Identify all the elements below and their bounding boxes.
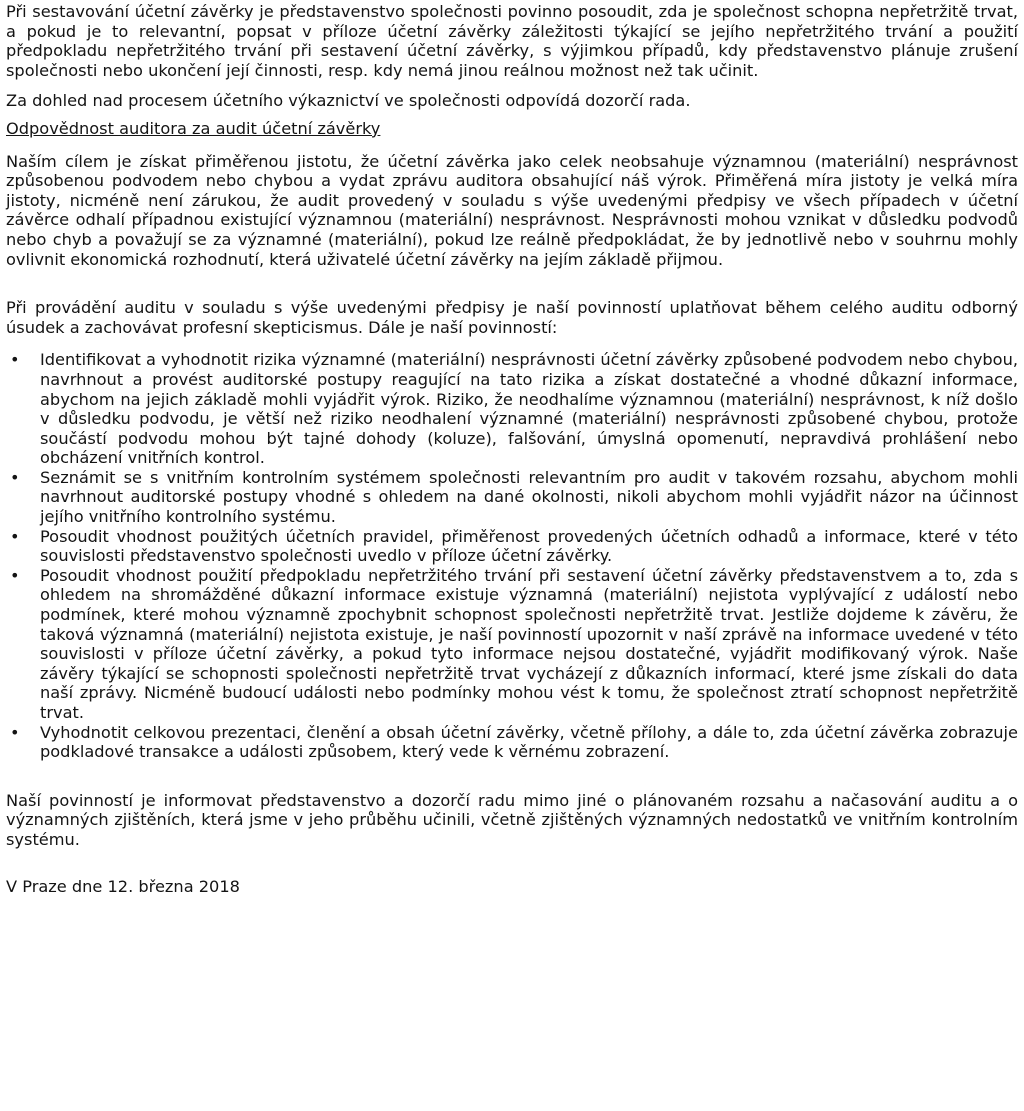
document-page [6, 2, 1018, 896]
section-heading-auditor-responsibility: Odpovědnost auditora za audit účetní závěrky [6, 118, 381, 138]
paragraph-audit-duty: Při provádění auditu v souladu s výše uvedenými předpisy je naší povinností uplatňovat během celého auditu odborný úsudek a zachovávat profesní skepticismus. Dále je naší povinností: [6, 298, 1018, 337]
list-item: • Posoudit vhodnost použití předpokladu nepřetržitého trvání při sestavení účetní závěrky představenstvem a to, zda s ohledem na shromážděné důkazní informace existuje významná (materiální) nejistota vyplývající z událostí nebo podmínek, které mohou významně zpochybnit schopnost společnosti nepřetržitě trvat. Jestliže dojdeme k závěru, že taková významná (materiální) nejistota existuje, je naší povinností upozornit v naší zprávě na informace uvedené v této souvislosti v příloze účetní závěrky, a pokud tyto informace nejsou dostatečné, vyjádřit modifikovaný výrok. Naše závěry týkající se schopnosti společnosti nepřetržitě trvat vycházejí z důkazních informací, které jsme získali do data naší zprávy. Nicméně budoucí události nebo podmínky mohou vést k tomu, že společnost ztratí schopnost nepřetržitě trvat. [6, 566, 1018, 723]
list-item: • Posoudit vhodnost použitých účetních pravidel, přiměřenost provedených účetních odhadů a informace, které v této souvislosti představenstvo společnosti uvedlo v příloze účetní závěrky. [6, 527, 1018, 566]
place-and-date-line: V Praze dne 12. března 2018 [6, 876, 240, 896]
paragraph-inform-duty: Naší povinností je informovat představenstvo a dozorčí radu mimo jiné o plánovaném rozsahu a načasování auditu a o významných zjištěních, která jsme v jeho průběhu učinili, včetně zjištěných významných nedostatků ve vnitřním kontrolním systému. [6, 790, 1018, 849]
list-item: • Seznámit se s vnitřním kontrolním systémem společnosti relevantním pro audit v takovém rozsahu, abychom mohli navrhnout auditorské postupy vhodné s ohledem na dané okolnosti, nikoli abychom mohli vyjádřit názor na účinnost jejího vnitřního kontrolního systému. [6, 468, 1018, 527]
duties-list [6, 350, 1018, 761]
paragraph-supervisory-oversight: Za dohled nad procesem účetního výkaznictví ve společnosti odpovídá dozorčí rada. [6, 91, 691, 111]
paragraph-audit-objective: Naším cílem je získat přiměřenou jistotu, že účetní závěrka jako celek neobsahuje významnou (materiální) nesprávnost způsobenou podvodem nebo chybou a vydat zprávu auditora obsahující náš výrok. Přiměřená míra jistoty je velká míra jistoty, nicméně není zárukou, že audit provedený v souladu s výše uvedenými předpisy ve všech případech v účetní závěrce odhalí případnou existující významnou (materiální) nesprávnost. Nesprávnosti mohou vznikat v důsledku podvodů nebo chyb a považují se za významné (materiální), pokud lze reálně předpokládat, že by jednotlivě nebo v souhrnu mohly ovlivnit ekonomická rozhodnutí, která uživatelé účetní závěrky na jejím základě přijmou. [6, 151, 1018, 269]
list-item: • Identifikovat a vyhodnotit rizika významné (materiální) nesprávnosti účetní závěrky způsobené podvodem nebo chybou, navrhnout a provést auditorské postupy reagující na tato rizika a získat dostatečné a vhodné důkazní informace, abychom na jejich základě mohli vyjádřit výrok. Riziko, že neodhalíme významnou (materiální) nesprávnost, k níž došlo v důsledku podvodu, je větší než riziko neodhalení významné (materiální) nesprávnosti způsobené chybou, protože součástí podvodu mohou být tajné dohody (koluze), falšování, úmyslná opomenutí, nepravdivá prohlášení nebo obcházení vnitřních kontrol. [6, 350, 1018, 468]
list-item: • Vyhodnotit celkovou prezentaci, členění a obsah účetní závěrky, včetně přílohy, a dále to, zda účetní závěrka zobrazuje podkladové transakce a události způsobem, který vede k věrnému zobrazení. [6, 723, 1018, 762]
paragraph-management-responsibility: Při sestavování účetní závěrky je představenstvo společnosti povinno posoudit, zda je společnost schopna nepřetržitě trvat, a pokud je to relevantní, popsat v příloze účetní závěrky záležitosti týkající se jejího nepřetržitého trvání a použití předpokladu nepřetržitého trvání při sestavení účetní závěrky, s výjimkou případů, kdy představenstvo plánuje zrušení společnosti nebo ukončení její činnosti, resp. kdy nemá jinou reálnou možnost než tak učinit. [6, 2, 1018, 80]
